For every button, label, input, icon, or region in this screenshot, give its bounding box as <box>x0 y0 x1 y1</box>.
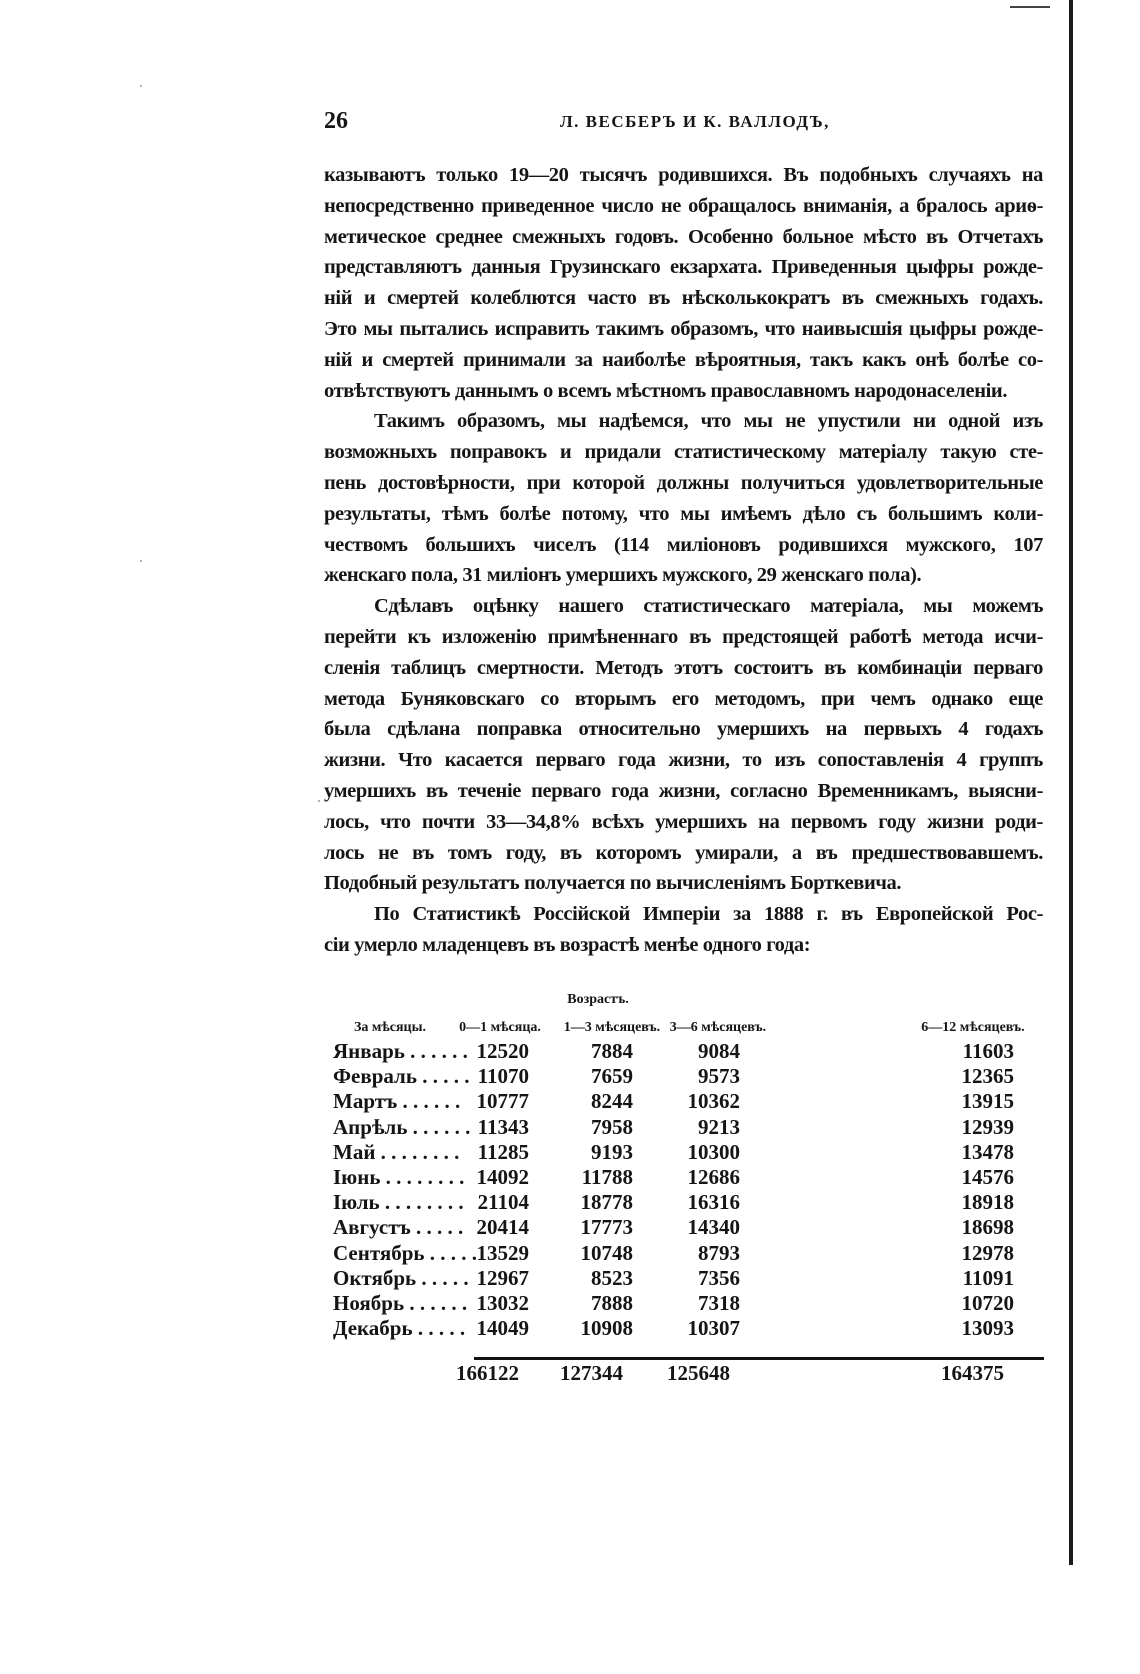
column-header: 0—1 мѣсяца. <box>459 1020 541 1035</box>
table-cell: 16316 <box>687 1190 740 1215</box>
table-cell: 10748 <box>580 1240 633 1265</box>
scan-speck <box>140 560 142 562</box>
month-label: Мартъ . . . . . . <box>333 1089 461 1114</box>
month-label: Сентябрь . . . . . <box>333 1240 478 1265</box>
table-cell: 7958 <box>591 1114 633 1139</box>
text-line: Это мы пытались исправить такимъ образомъ, что наивысшія цыфры рожде- <box>324 317 1043 340</box>
table-cell: 12686 <box>687 1165 740 1189</box>
table-cell: 12365 <box>961 1064 1014 1089</box>
text-line: перейти къ изложенію примѣненнаго въ предстоящей работѣ метода исчи- <box>324 625 1043 648</box>
column-header: 6—12 мѣсяцевъ. <box>921 1020 1025 1035</box>
table-cell: 14576 <box>961 1165 1014 1189</box>
table-cell: 10307 <box>687 1316 740 1341</box>
text-line: умершихъ въ теченіе перваго года жизни, согласно Временникамъ, выясни- <box>324 779 1043 802</box>
text-line: непосредственно приведенное число не обращалось вниманія, а бралось ариѳ- <box>324 194 1043 217</box>
table-cell: 18778 <box>580 1190 633 1215</box>
scan-speck <box>140 85 142 87</box>
table-cell: 12967 <box>476 1265 529 1290</box>
table-cell: 10908 <box>580 1316 633 1341</box>
table-cell: 9084 <box>698 1039 740 1063</box>
table-cell: 20414 <box>476 1215 529 1240</box>
text-line: сленія таблицъ смертности. Методъ этотъ состоитъ въ комбинаціи перваго <box>324 656 1043 679</box>
table-cell: 9213 <box>698 1114 740 1139</box>
table-cell: 11070 <box>477 1064 529 1089</box>
text-line: жизни. Что касается перваго года жизни, то изъ сопоставленія 4 группъ <box>324 749 1043 772</box>
scan-speck <box>318 800 320 802</box>
table-cell: 9193 <box>591 1139 633 1164</box>
table-cell: 11603 <box>962 1039 1014 1063</box>
text-line: возможныхъ поправокъ и придали статистическому матеріалу такую сте- <box>324 441 1043 464</box>
total-cell: 164375 <box>941 1361 1004 1385</box>
table-cell: 12978 <box>961 1240 1014 1265</box>
text-line: Сдѣлавъ оцѣнку нашего статистическаго матеріала, мы можемъ <box>374 595 1043 618</box>
text-line: сіи умерло младенцевъ въ возрастѣ менѣе одного года: <box>324 933 811 956</box>
table-cell: 14092 <box>476 1165 529 1189</box>
table-cell: 12520 <box>476 1039 529 1063</box>
text-line: была сдѣлана поправка относительно умершихъ на первыхъ 4 годахъ <box>324 718 1043 741</box>
month-label: Октябрь . . . . . <box>333 1265 469 1290</box>
table-cell: 10300 <box>687 1139 740 1164</box>
text-line: казываютъ только 19—20 тысячъ родившихся. Въ подобныхъ случаяхъ на <box>324 164 1043 186</box>
table-cell: 18918 <box>961 1190 1014 1215</box>
text-line: представляютъ данныя Грузинскаго екзархата. Приведенныя цыфры рожде- <box>324 256 1043 279</box>
table-cell: 11285 <box>477 1139 529 1164</box>
table-cell: 8523 <box>591 1265 633 1290</box>
totals-rule <box>474 1357 1044 1360</box>
table-cell: 14340 <box>687 1215 740 1240</box>
scan-mark <box>1010 6 1050 8</box>
table-cell: 10720 <box>961 1291 1014 1315</box>
table-cell: 11091 <box>962 1265 1014 1290</box>
column-header: 3—6 мѣсяцевъ. <box>669 1020 767 1035</box>
text-line: результаты, тѣмъ болѣе потому, что мы имѣемъ дѣло съ большимъ коли- <box>324 502 1043 525</box>
text-line: По Статистикѣ Россійской Имперіи за 1888 г. въ Европейской Рос- <box>374 903 1043 926</box>
table-cell: 7356 <box>698 1265 740 1290</box>
table-cell: 18698 <box>961 1215 1014 1240</box>
table-cell: 21104 <box>477 1190 529 1215</box>
table-group-header: Возрастъ. <box>567 992 629 1007</box>
table-cell: 13529 <box>476 1240 529 1265</box>
table-cell: 13093 <box>961 1316 1014 1341</box>
month-label: Іюль . . . . . . . . <box>333 1190 464 1215</box>
table-cell: 7659 <box>591 1064 633 1089</box>
text-line: лось не въ томъ году, въ которомъ умирали, а въ предшествовавшемъ. <box>324 841 1043 864</box>
table-cell: 9573 <box>698 1064 740 1089</box>
column-header: За мѣсяцы. <box>353 1020 427 1035</box>
page-binding-edge <box>1069 0 1073 1565</box>
month-label: Ноябрь . . . . . . <box>333 1291 468 1315</box>
text-line: чествомъ большихъ чиселъ (114 миліоновъ родившихся мужского, 107 <box>324 533 1043 556</box>
total-cell: 166122 <box>456 1361 519 1385</box>
month-label: Августъ . . . . . <box>333 1215 464 1240</box>
total-cell: 127344 <box>560 1361 623 1385</box>
table-cell: 11788 <box>581 1165 633 1189</box>
month-label: Іюнь . . . . . . . . <box>333 1165 465 1189</box>
total-cell: 125648 <box>667 1361 730 1385</box>
table-cell: 10362 <box>687 1089 740 1114</box>
table-cell: 13032 <box>476 1291 529 1315</box>
text-line: Подобный результатъ получается по вычисленіямъ Борткевича. <box>324 872 902 895</box>
table-cell: 14049 <box>476 1316 529 1341</box>
table-cell: 11343 <box>477 1114 529 1139</box>
table-cell: 12939 <box>961 1114 1014 1139</box>
text-line: отвѣтствуютъ даннымъ о всемъ мѣстномъ православномъ народонаселеніи. <box>324 379 1008 402</box>
month-label: Апрѣль . . . . . . <box>333 1114 471 1139</box>
table-cell: 7318 <box>698 1291 740 1315</box>
month-label: Февраль . . . . . <box>333 1064 470 1089</box>
text-line: женскаго пола, 31 миліонъ умершихъ мужского, 29 женскаго пола). <box>324 564 922 587</box>
running-title: Л. ВЕСБЕРЪ И К. ВАЛЛОДЪ, <box>560 112 830 131</box>
month-label: Декабрь . . . . . <box>333 1316 466 1341</box>
body-text <box>324 160 1043 961</box>
table-cell: 7884 <box>591 1039 633 1063</box>
table-cell: 17773 <box>580 1215 633 1240</box>
table-cell: 7888 <box>591 1291 633 1315</box>
table-cell: 8244 <box>591 1089 633 1114</box>
table-cell: 13478 <box>961 1139 1014 1164</box>
text-line: ній и смертей колеблются часто въ нѣсколькократъ въ смежныхъ годахъ. <box>324 287 1043 310</box>
table-cell: 8793 <box>698 1240 740 1265</box>
text-line: метода Буняковскаго со вторымъ его методомъ, при чемъ однако еще <box>324 687 1043 710</box>
text-line: Такимъ образомъ, мы надѣемся, что мы не упустили ни одной изъ <box>374 410 1043 433</box>
text-line: ній и смертей принимали за наиболѣе вѣроятныя, такъ какъ онѣ болѣе со- <box>324 348 1043 371</box>
page-number: 26 <box>324 108 348 134</box>
month-label: Январь . . . . . . <box>333 1039 468 1063</box>
table-cell: 13915 <box>961 1089 1014 1114</box>
column-header: 1—3 мѣсяцевъ. <box>563 1020 661 1035</box>
text-line: пень достовѣрности, при которой должны получиться удовлетворительные <box>324 471 1043 494</box>
text-line: метическое среднее смежныхъ годовъ. Особенно больное мѣсто въ Отчетахъ <box>324 225 1043 248</box>
text-line: лось, что почти 33—34,8% всѣхъ умершихъ на первомъ году жизни роди- <box>324 810 1043 833</box>
month-label: Май . . . . . . . . <box>333 1139 460 1164</box>
table-cell: 10777 <box>476 1089 529 1114</box>
